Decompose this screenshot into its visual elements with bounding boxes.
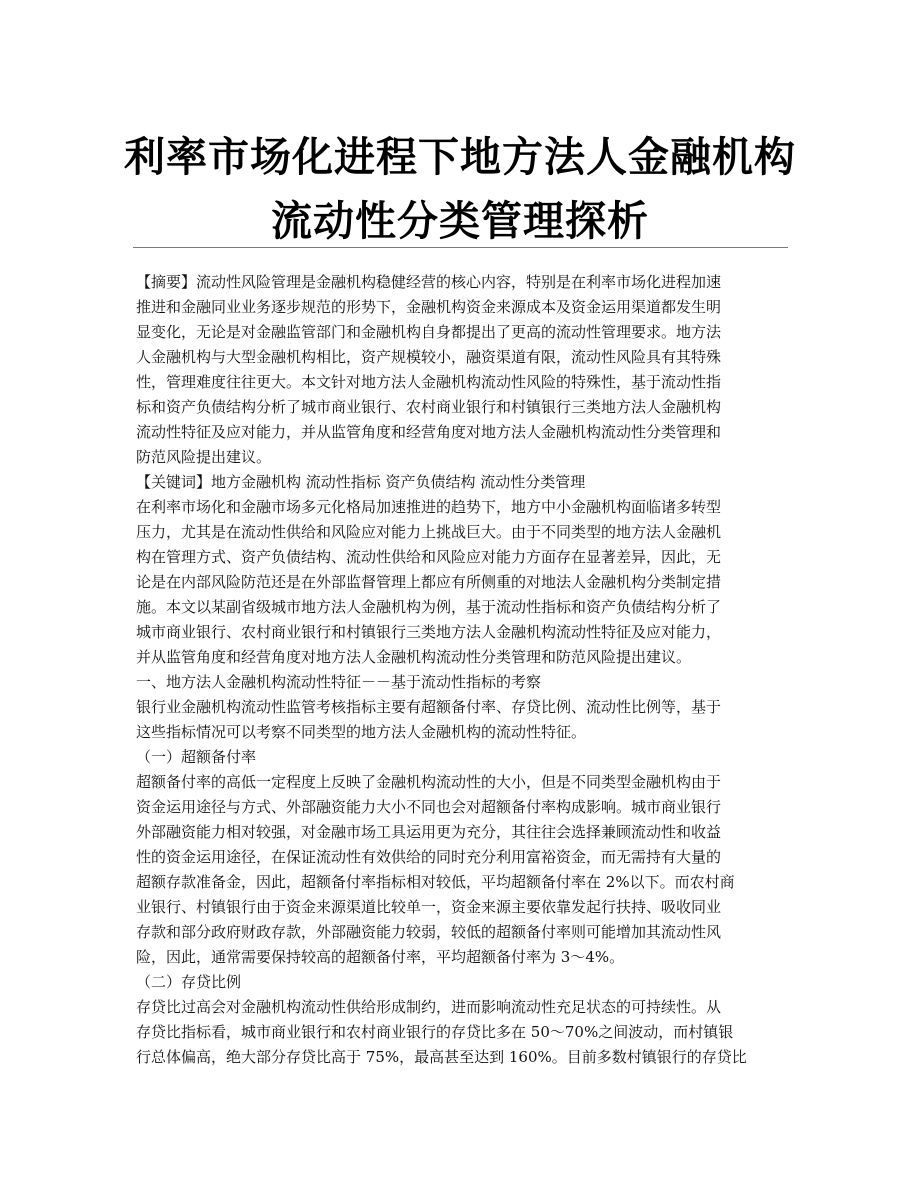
body-text-line: 一、地方法人金融机构流动性特征－－基于流动性指标的考察 — [136, 673, 542, 691]
body-text-line: （一）超额备付率 — [136, 748, 257, 766]
body-text-line: 性，管理难度往往更大。本文针对地方法人金融机构流动性风险的特殊性，基于流动性指 — [136, 373, 722, 391]
body-text-line: 并从监管角度和经营角度对地方法人金融机构流动性分类管理和防范风险提出建议。 — [136, 648, 692, 666]
body-text-line: 防范风险提出建议。 — [136, 448, 272, 466]
body-text-line: 存贷比过高会对金融机构流动性供给形成制约，进而影响流动性充足状态的可持续性。从 — [136, 998, 722, 1016]
body-text-line: 这些指标情况可以考察不同类型的地方法人金融机构的流动性特征。 — [136, 723, 587, 741]
body-text-line: 【摘要】流动性风险管理是金融机构稳健经营的核心内容，特别是在利率市场化进程加速 — [136, 273, 722, 291]
body-text-line: 业银行、村镇银行由于资金来源渠道比较单一，资金来源主要依靠发起行扶持、吸收同业 — [136, 898, 722, 916]
body-text-line: 推进和金融同业业务逐步规范的形势下，金融机构资金来源成本及资金运用渠道都发生明 — [136, 298, 722, 316]
body-text-line: 标和资产负债结构分析了城市商业银行、农村商业银行和村镇银行三类地方法人金融机构 — [136, 398, 722, 416]
body-text-line: 施。本文以某副省级城市地方法人金融机构为例，基于流动性指标和资产负债结构分析了 — [136, 598, 722, 616]
body-text-line: 显变化，无论是对金融监管部门和金融机构自身都提出了更高的流动性管理要求。地方法 — [136, 323, 722, 341]
document-body — [136, 270, 796, 1070]
body-text-line: 构在管理方式、资产负债结构、流动性供给和风险应对能力方面存在显著差异，因此，无 — [136, 548, 722, 566]
body-text-line: 银行业金融机构流动性监管考核指标主要有超额备付率、存贷比例、流动性比例等，基于 — [136, 698, 722, 716]
body-text-line: 人金融机构与大型金融机构相比，资产规模较小，融资渠道有限，流动性风险具有其特殊 — [136, 348, 722, 366]
body-text-line: 在利率市场化和金融市场多元化格局加速推进的趋势下，地方中小金融机构面临诸多转型 — [136, 498, 722, 516]
body-text-line: 外部融资能力相对较强，对金融市场工具运用更为充分，其往往会选择兼顾流动性和收益 — [136, 823, 722, 841]
document-title-line-2: 流动性分类管理探析 — [271, 197, 649, 245]
body-text-line: 存贷比指标看，城市商业银行和农村商业银行的存贷比多在 50～70%之间波动，而村镇银 — [136, 1023, 734, 1041]
body-text-line: 险，因此，通常需要保持较高的超额备付率，平均超额备付率为 3～4%。 — [136, 948, 625, 966]
body-text-line: 论是在内部风险防范还是在外部监督管理上都应有所侧重的对地法人金融机构分类制定措 — [136, 573, 722, 591]
body-text-line: 城市商业银行、农村商业银行和村镇银行三类地方法人金融机构流动性特征及应对能力， — [136, 623, 722, 641]
title-divider — [133, 247, 788, 248]
body-text-line: 超额备付率的高低一定程度上反映了金融机构流动性的大小，但是不同类型金融机构由于 — [136, 773, 722, 791]
body-text-line: 性的资金运用途径，在保证流动性有效供给的同时充分利用富裕资金，而无需持有大量的 — [136, 848, 722, 866]
body-text-line: 资金运用途径与方式、外部融资能力大小不同也会对超额备付率构成影响。城市商业银行 — [136, 798, 722, 816]
body-text-line: 行总体偏高，绝大部分存贷比高于 75%，最高甚至达到 160%。目前多数村镇银行的存贷比 — [136, 1048, 747, 1066]
body-text-line: 流动性特征及应对能力，并从监管角度和经营角度对地方法人金融机构流动性分类管理和 — [136, 423, 722, 441]
body-text-line: 超额存款准备金，因此，超额备付率指标相对较低，平均超额备付率在 2%以下。而农村商 — [136, 873, 735, 891]
body-text-line: （二）存贷比例 — [136, 973, 242, 991]
body-text-line: 压力，尤其是在流动性供给和风险应对能力上挑战巨大。由于不同类型的地方法人金融机 — [136, 523, 722, 541]
body-text-line: 存款和部分政府财政存款，外部融资能力较弱，较低的超额备付率则可能增加其流动性风 — [136, 923, 722, 941]
body-text-line: 【关键词】地方金融机构 流动性指标 资产负债结构 流动性分类管理 — [136, 473, 586, 491]
document-title-line-1: 利率市场化进程下地方法人金融机构 — [124, 133, 796, 181]
